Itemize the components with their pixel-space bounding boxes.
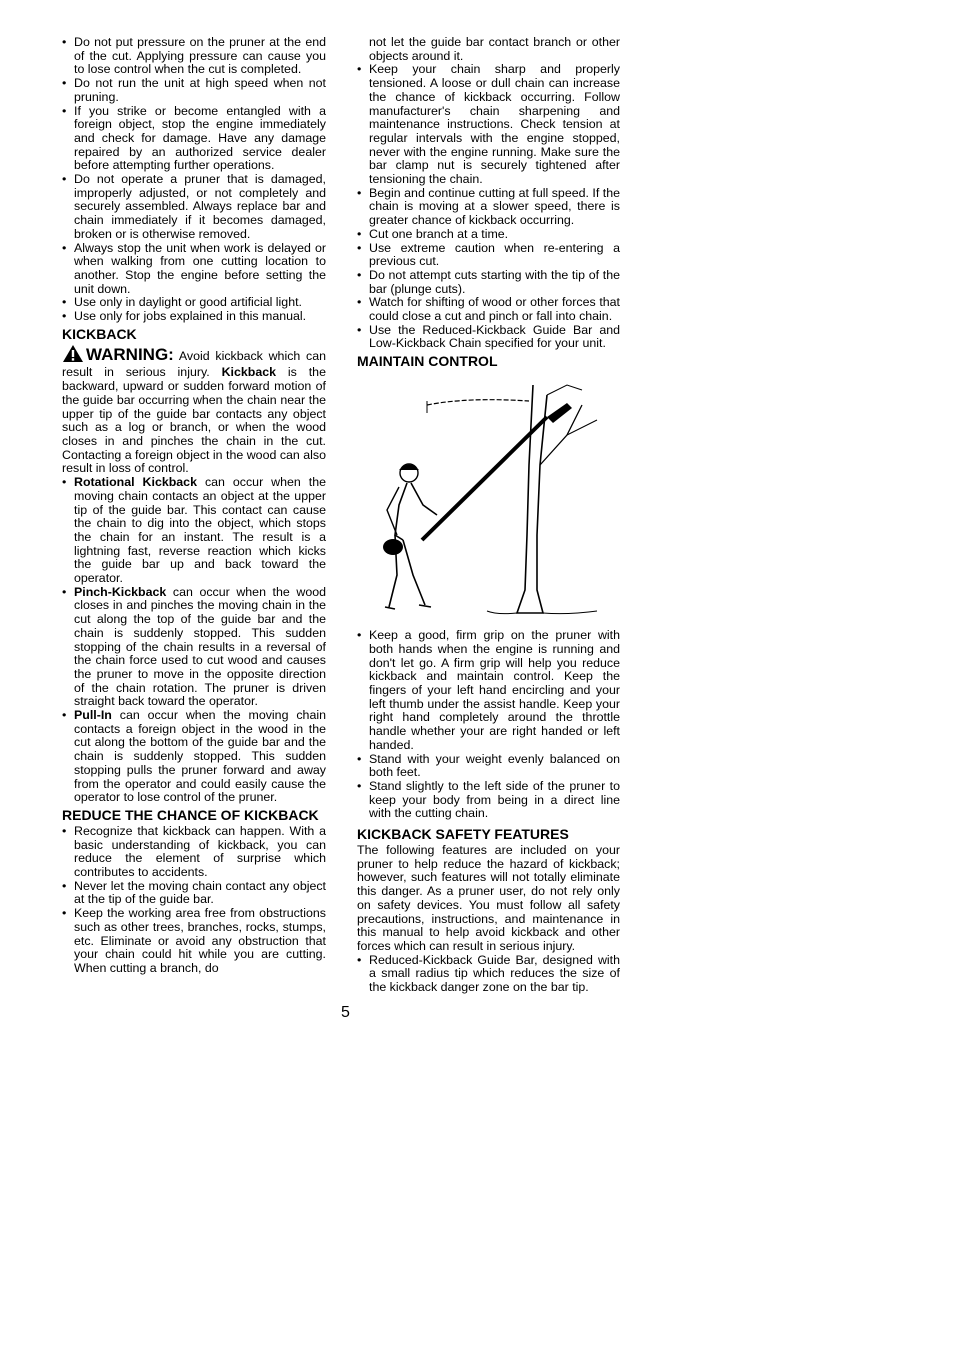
kickback-types-list	[62, 476, 326, 805]
list-item: • Keep a good, firm grip on the pruner with both hands when the engine is running and don't let go. A firm grip will help you reduce kickback and maintain control. Keep the fingers of your left hand encircling and your left thumb under the assist handle. Keep your right hand completely around the throttle handle whether your are right handed or left handed.	[357, 629, 620, 752]
list-item: • Stand with your weight evenly balanced on both feet.	[357, 753, 620, 780]
list-item: • Keep the working area free from obstructions such as other trees, branches, rocks, stumps, etc. Eliminate or avoid any obstruction that your chain could hit while you are cutting. When cutting a branch, do	[62, 907, 326, 976]
kickback-safety-features-heading: KICKBACK SAFETY FEATURES	[357, 826, 569, 843]
term-description: can occur when the wood closes in and pinches the moving chain in the cut along the top of the guide bar and the chain is suddenly stopped. This sudden stopping of the chain results in a reversal of the chain force used to cut wood and causes the pruner to move in the opposite direction of the chain rotation. The pruner is driven straight back toward the operator.	[74, 584, 326, 709]
list-item: • Watch for shifting of wood or other forces that could close a cut and pinch or fall into chain.	[357, 296, 620, 323]
list-item	[62, 586, 326, 709]
right-column	[357, 36, 620, 995]
term-description: can occur when the moving chain contacts a foreign object in the wood in the cut along the bottom of the guide bar and the chain is suddenly stopped. This sudden stopping pulls the pruner forward and away from the operator and could easily cause the operator to lose control of the pruner.	[74, 708, 326, 805]
kickback-term: Kickback	[221, 365, 277, 380]
term-rotational-kickback: Rotational Kickback	[74, 475, 197, 490]
warning-paragraph	[62, 344, 326, 476]
page-number: 5	[341, 1004, 350, 1021]
list-item: • Stand slightly to the left side of the pruner to keep your body from being in a direct line with the cutting chain.	[357, 780, 620, 821]
list-item: • Use only in daylight or good artificial light.	[62, 296, 326, 310]
safety-features-text: The following features are included on your pruner to help reduce the hazard of kickback; however, such features will not totally eliminate this danger. As a pruner user, do not rely only on safety devices. You must follow all safety precautions, instructions, and maintenance in this manual to help avoid kickback and other forces which can result in serious injury.	[357, 843, 620, 953]
list-item	[62, 476, 326, 586]
list-item: • Do not operate a pruner that is damaged, improperly adjusted, or not completely and securely assembled. Always replace bar and chain immediately if it becomes damaged, broken or is otherwise removed.	[62, 173, 326, 242]
term-pinch-kickback: Pinch-Kickback	[74, 584, 167, 599]
list-item: • Use the Reduced-Kickback Guide Bar and Low-Kickback Chain specified for your unit.	[357, 324, 620, 351]
list-item: • Always stop the unit when work is delayed or when walking from one cutting location to another. Stop the engine before setting the unit down.	[62, 242, 326, 297]
maintain-control-list	[357, 629, 620, 821]
reduce-kickback-list	[62, 825, 326, 976]
reduce-kickback-heading: REDUCE THE CHANCE OF KICKBACK	[62, 806, 319, 823]
warning-text: Avoid kickback which can result in serious injury.	[62, 348, 326, 380]
pruner-operator-illustration	[367, 375, 617, 621]
list-item: • If you strike or become entangled with a foreign object, stop the engine immediately and check for damage. Have any damage repaired by an authorized service dealer before attempting further operations.	[62, 105, 326, 174]
warning-label: WARNING:	[86, 344, 174, 364]
maintain-control-heading: MAINTAIN CONTROL	[357, 353, 498, 370]
safety-features-list	[357, 954, 620, 995]
list-item: • Do not run the unit at high speed when not pruning.	[62, 77, 326, 104]
list-item: • Cut one branch at a time.	[357, 228, 620, 242]
list-item: • Recognize that kickback can happen. With a basic understanding of kickback, you can reduce the element of surprise which contributes to accidents.	[62, 825, 326, 880]
list-item: • Use extreme caution when re-entering a previous cut.	[357, 242, 620, 269]
kickback-heading: KICKBACK	[62, 325, 137, 342]
continuation-text: not let the guide bar contact branch or other objects around it.	[369, 35, 620, 63]
list-item: • Do not put pressure on the pruner at the end of the cut. Applying pressure can cause you to lose control when the cut is completed.	[62, 36, 326, 77]
list-item: • Reduced-Kickback Guide Bar, designed with a small radius tip which reduces the size of the kickback danger zone on the bar tip.	[357, 954, 620, 995]
term-description: can occur when the moving chain contacts an object at the upper tip of the guide bar. This contact can cause the chain to dig into the object, which stops the chain for an instant. The result is a lightning fast, reverse reaction which kicks the guide bar up and back toward the operator.	[74, 475, 326, 586]
top-safety-list	[62, 36, 326, 324]
warning-text-cont: is the backward, upward or sudden forward motion of the guide bar occurring when the chain near the upper tip of the guide bar contacts any object such as a log or branch, or when the wood closes in and pinches the chain in the cut. Contacting a foreign object in the wood can also result in loss of control.	[62, 365, 326, 476]
list-item: • Use only for jobs explained in this manual.	[62, 310, 326, 324]
list-item: • Do not attempt cuts starting with the tip of the bar (plunge cuts).	[357, 269, 620, 296]
warning-triangle-icon	[62, 344, 84, 367]
term-pull-in: Pull-In	[74, 708, 112, 723]
reduce-kickback-list-cont	[357, 63, 620, 351]
list-item: • Never let the moving chain contact any object at the tip of the guide bar.	[62, 880, 326, 907]
list-item: • Keep your chain sharp and properly tensioned. A loose or dull chain can increase the chance of kickback occurring. Follow manufacturer's chain sharpening and maintenance instructions. Check tension at regular intervals with the engine stopped, never with the engine running. Make sure the bar clamp nut is securely tightened after tensioning the chain.	[357, 63, 620, 186]
left-column	[62, 36, 326, 976]
list-item	[62, 709, 326, 805]
list-item: • Begin and continue cutting at full speed. If the chain is moving at a slower speed, there is greater chance of kickback occurring.	[357, 187, 620, 228]
